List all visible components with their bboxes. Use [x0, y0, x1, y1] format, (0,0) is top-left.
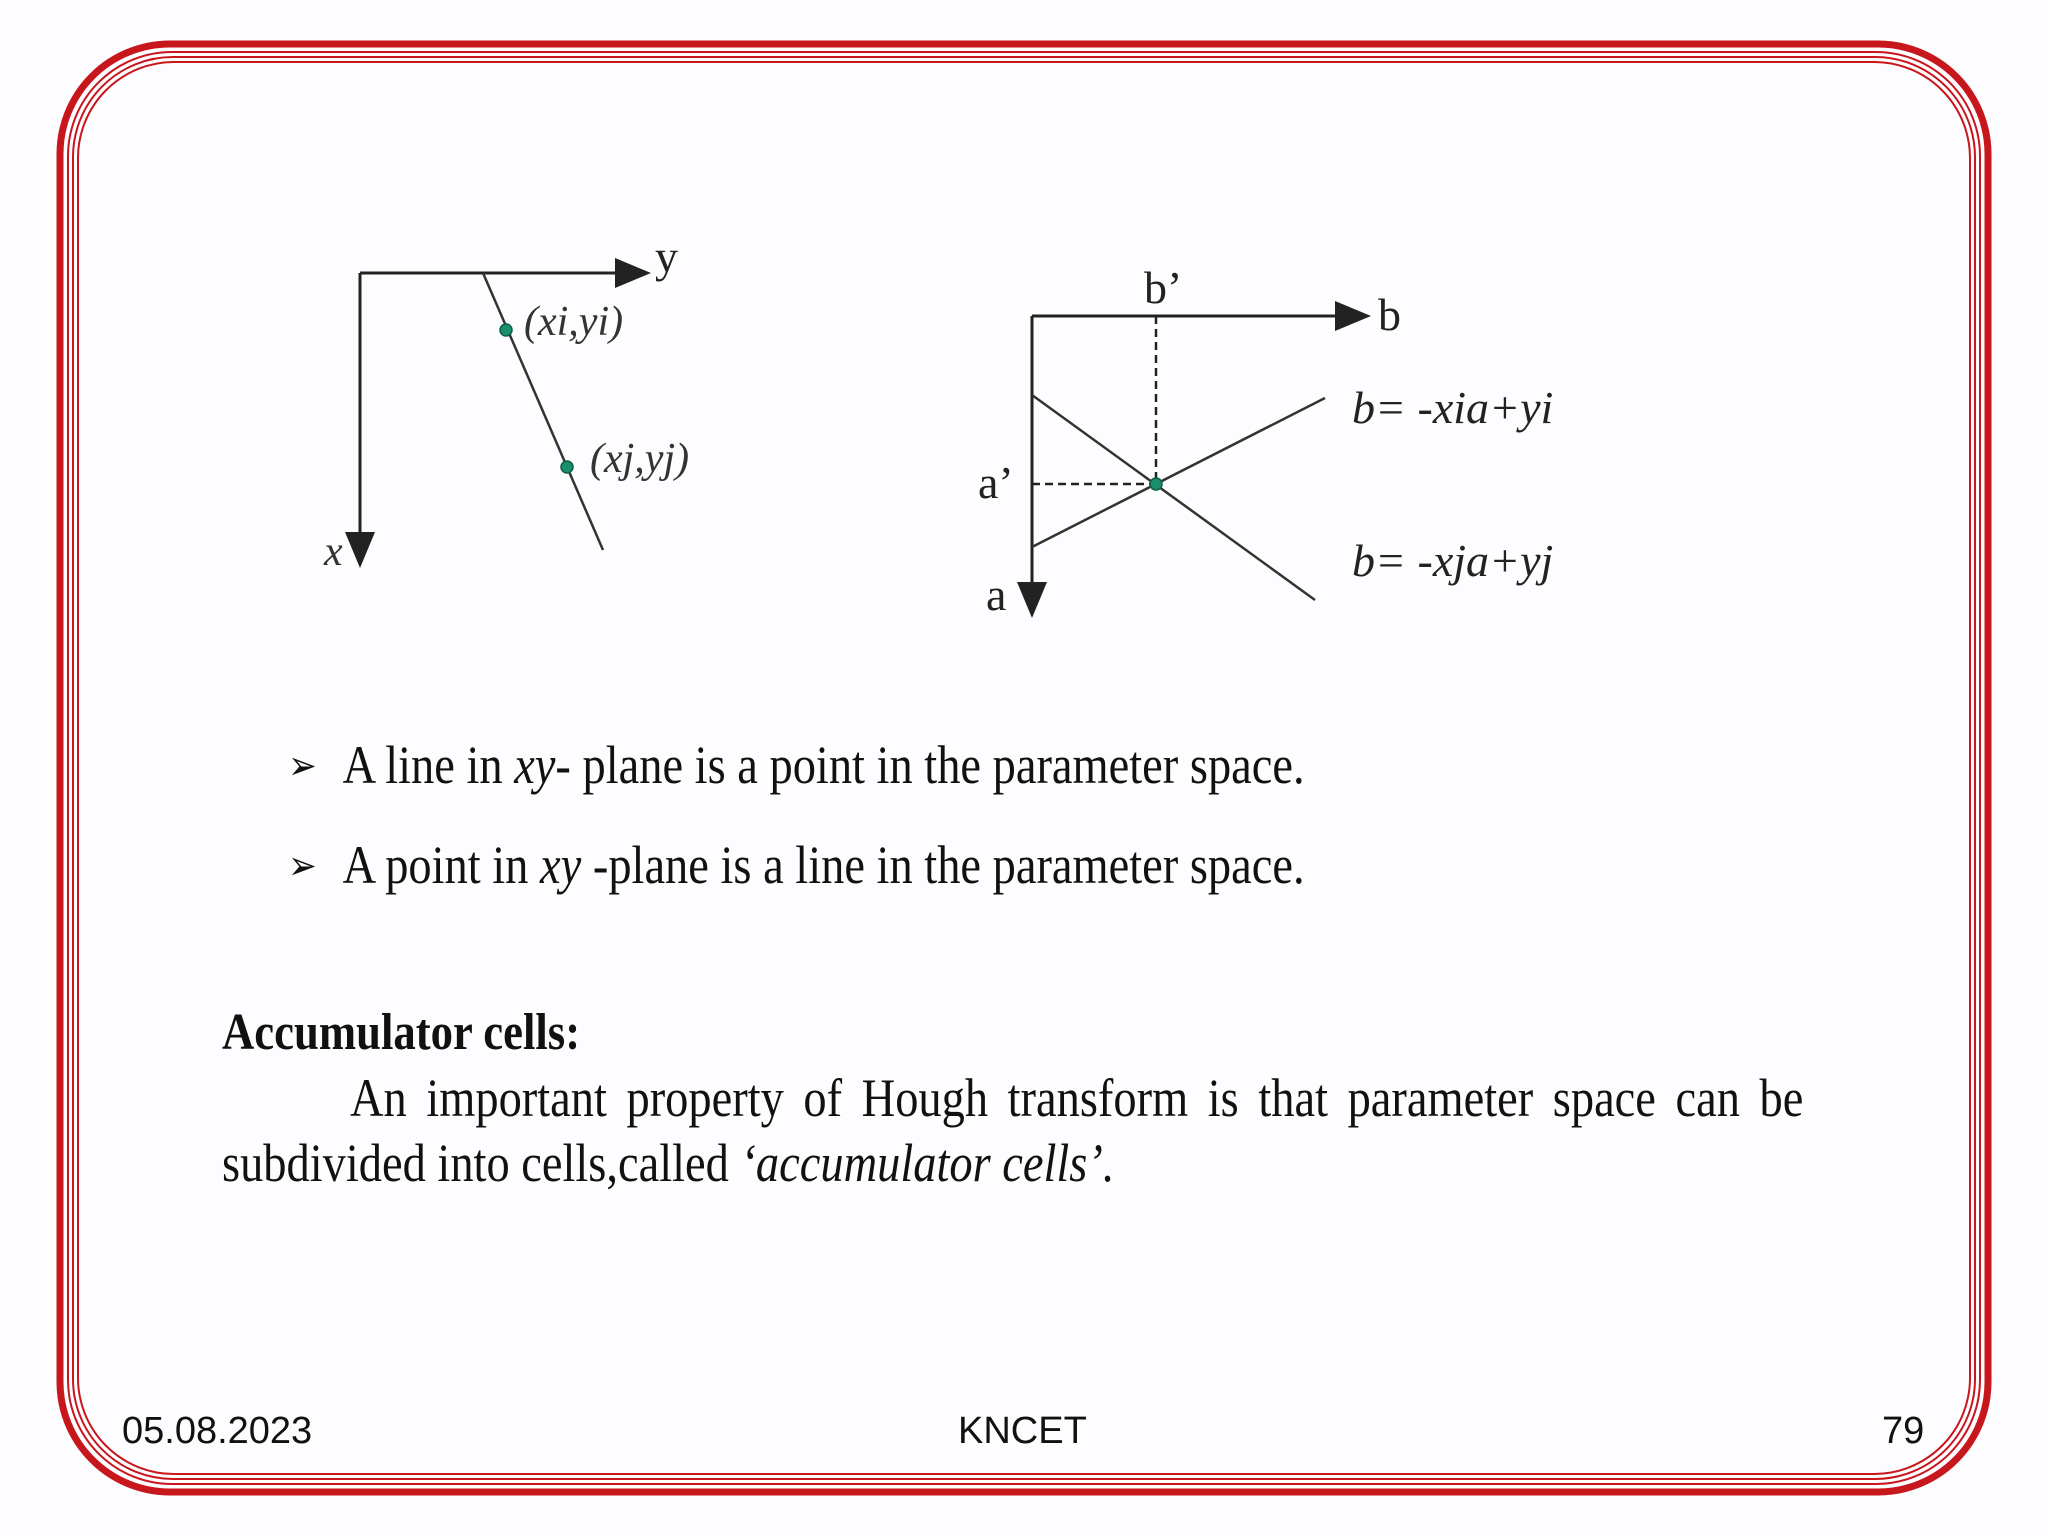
point-j-dot — [561, 461, 573, 473]
footer-institution: KNCET — [958, 1410, 1087, 1452]
b-prime-label: b’ — [1144, 262, 1183, 313]
bullet-arrow-icon: ➢ — [288, 743, 317, 789]
paragraph-line-1: An important property of Hough transform is that parameter space can be — [350, 1068, 1804, 1128]
ab-b-axis-label: b — [1378, 289, 1401, 340]
equation-i: b= -xia+yi — [1352, 382, 1554, 433]
xy-y-axis-label: y — [655, 231, 678, 282]
bullet-item: ➢ A point in xy -plane is a line in the parameter space. — [288, 835, 1305, 895]
parameter-space-diagram — [978, 262, 1553, 620]
equation-j: b= -xja+yj — [1352, 535, 1554, 586]
bullet-arrow-icon: ➢ — [288, 843, 317, 889]
bullet-item: ➢ A line in xy- plane is a point in the parameter space. — [288, 735, 1305, 795]
point-j-label: (xj,yj) — [590, 436, 690, 482]
intersection-dot — [1150, 478, 1162, 490]
paragraph-line-2: subdivided into cells,called ‘accumulator cells’. — [222, 1133, 1115, 1193]
param-line-j — [1032, 398, 1325, 547]
ab-a-axis-label: a — [986, 569, 1007, 620]
point-i-dot — [500, 324, 512, 336]
point-i-label: (xi,yi) — [524, 299, 624, 345]
footer-date: 05.08.2023 — [122, 1410, 313, 1452]
xy-plane-diagram — [323, 231, 689, 575]
xy-x-axis-label: x — [324, 529, 343, 575]
a-prime-label: a’ — [978, 457, 1014, 508]
page-number: 79 — [1882, 1410, 1925, 1452]
section-heading: Accumulator cells: — [222, 1004, 581, 1061]
hough-diagram — [0, 0, 2048, 700]
